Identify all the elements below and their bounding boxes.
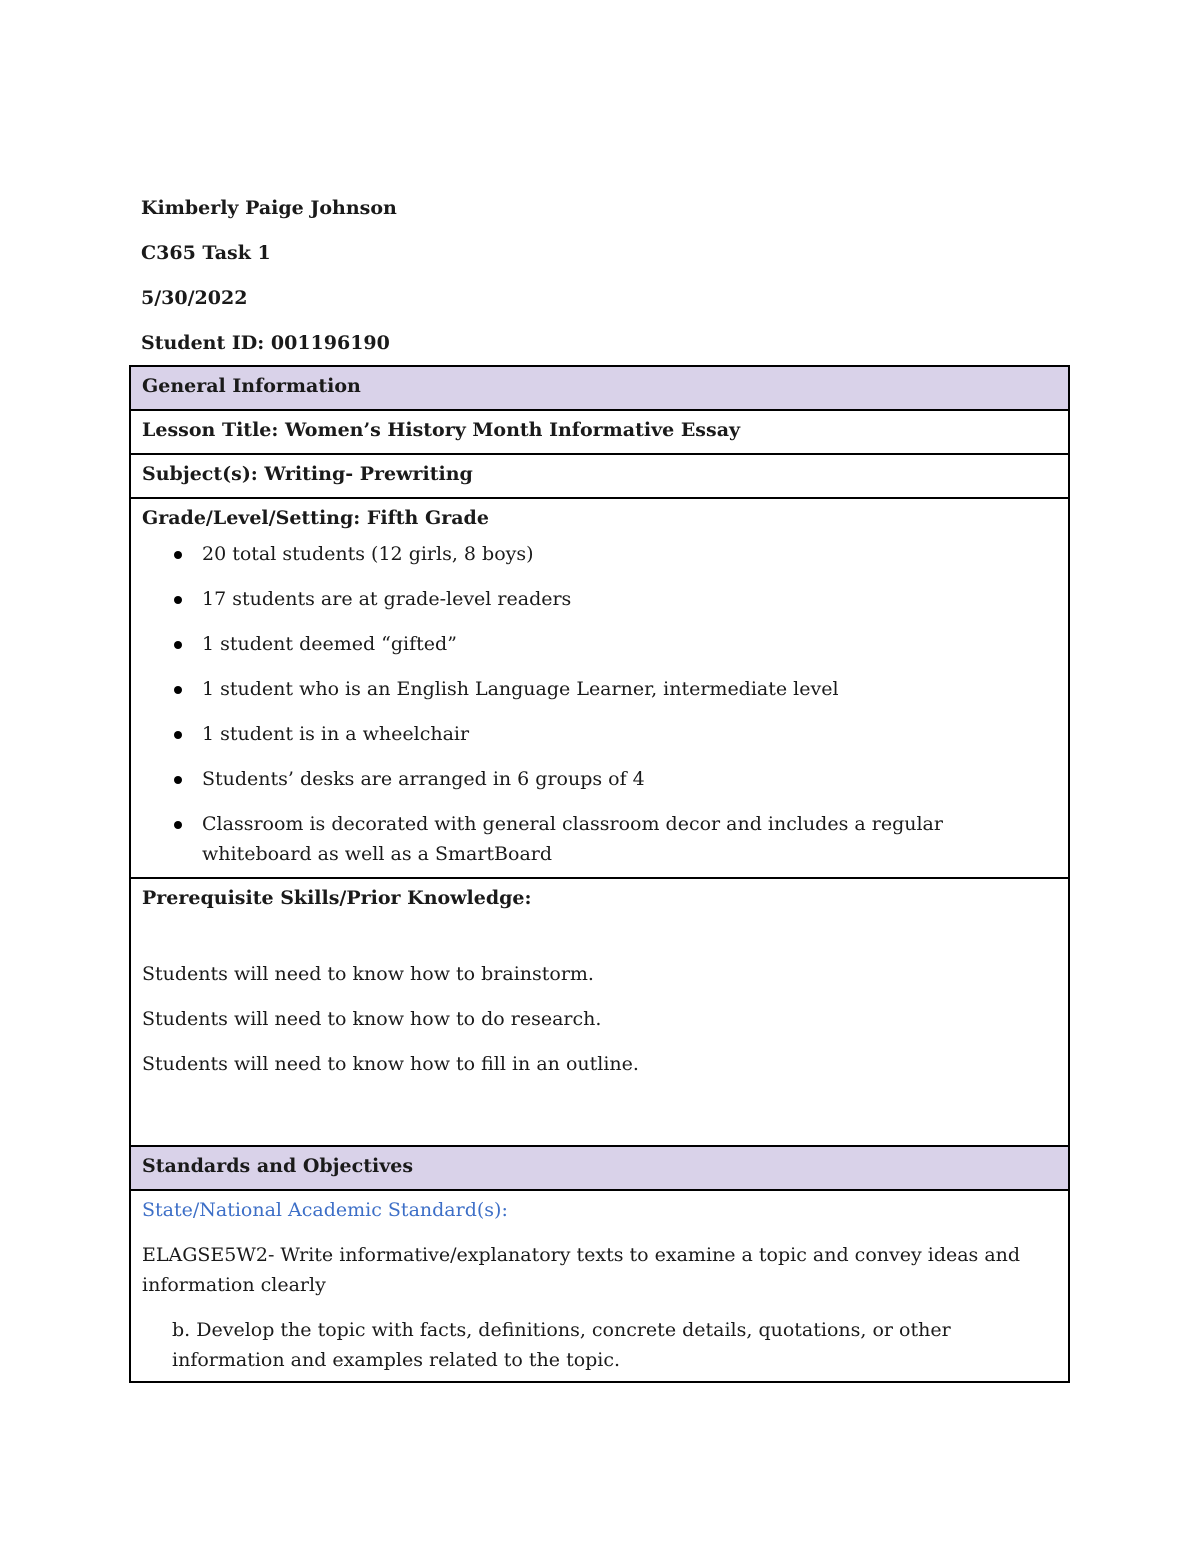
bullet-icon bbox=[174, 641, 182, 649]
general-information-heading: General Information bbox=[142, 375, 361, 397]
course-task: C365 Task 1 bbox=[141, 242, 271, 264]
prerequisite-item: Students will need to know how to do research. bbox=[142, 1008, 602, 1030]
standard-main: ELAGSE5W2- Write informative/explanatory texts to examine a topic and convey ideas and information clearly bbox=[142, 1244, 1021, 1296]
lesson-title: Lesson Title: Women’s History Month Informative Essay bbox=[142, 419, 741, 441]
author-name: Kimberly Paige Johnson bbox=[141, 197, 397, 219]
table-row bbox=[130, 366, 1069, 410]
list-item: 1 student is in a wheelchair bbox=[202, 719, 1057, 749]
bullet-icon bbox=[174, 686, 182, 694]
table-row bbox=[130, 878, 1069, 1146]
bullet-icon bbox=[174, 596, 182, 604]
table-row bbox=[130, 454, 1069, 498]
subjects: Subject(s): Writing- Prewriting bbox=[142, 463, 473, 485]
student-id: Student ID: 001196190 bbox=[141, 332, 390, 354]
bullet-icon bbox=[174, 731, 182, 739]
grade-level-setting: Grade/Level/Setting: Fifth Grade bbox=[142, 507, 489, 529]
bullet-icon bbox=[174, 551, 182, 559]
table-row bbox=[130, 498, 1069, 878]
lesson-plan-table bbox=[129, 365, 1070, 1383]
table-row bbox=[130, 410, 1069, 454]
standard-b: b. Develop the topic with facts, definitions, concrete details, quotations, or other information and examples related to the topic. bbox=[172, 1319, 951, 1371]
standards-heading: Standards and Objectives bbox=[142, 1155, 414, 1177]
list-item: Students’ desks are arranged in 6 groups of 4 bbox=[202, 764, 1057, 794]
spacer bbox=[142, 913, 1057, 959]
standards-label: State/National Academic Standard(s): bbox=[142, 1199, 508, 1221]
prerequisite-item: Students will need to know how to brainstorm. bbox=[142, 963, 594, 985]
list-item: 20 total students (12 girls, 8 boys) bbox=[202, 539, 1057, 569]
prerequisite-heading: Prerequisite Skills/Prior Knowledge: bbox=[142, 887, 532, 909]
grade-details-list bbox=[142, 539, 1057, 869]
list-item: 1 student who is an English Language Learner, intermediate level bbox=[202, 674, 1057, 704]
list-item: 17 students are at grade-level readers bbox=[202, 584, 1057, 614]
list-item: Classroom is decorated with general classroom decor and includes a regular whiteboard as well as a SmartBoard bbox=[202, 809, 1057, 869]
list-item: 1 student deemed “gifted” bbox=[202, 629, 1057, 659]
document-header bbox=[141, 186, 397, 366]
table-row bbox=[130, 1190, 1069, 1382]
table-row bbox=[130, 1146, 1069, 1190]
bullet-icon bbox=[174, 821, 182, 829]
bullet-icon bbox=[174, 776, 182, 784]
prerequisite-item: Students will need to know how to fill in an outline. bbox=[142, 1053, 639, 1075]
document-date: 5/30/2022 bbox=[141, 287, 248, 309]
